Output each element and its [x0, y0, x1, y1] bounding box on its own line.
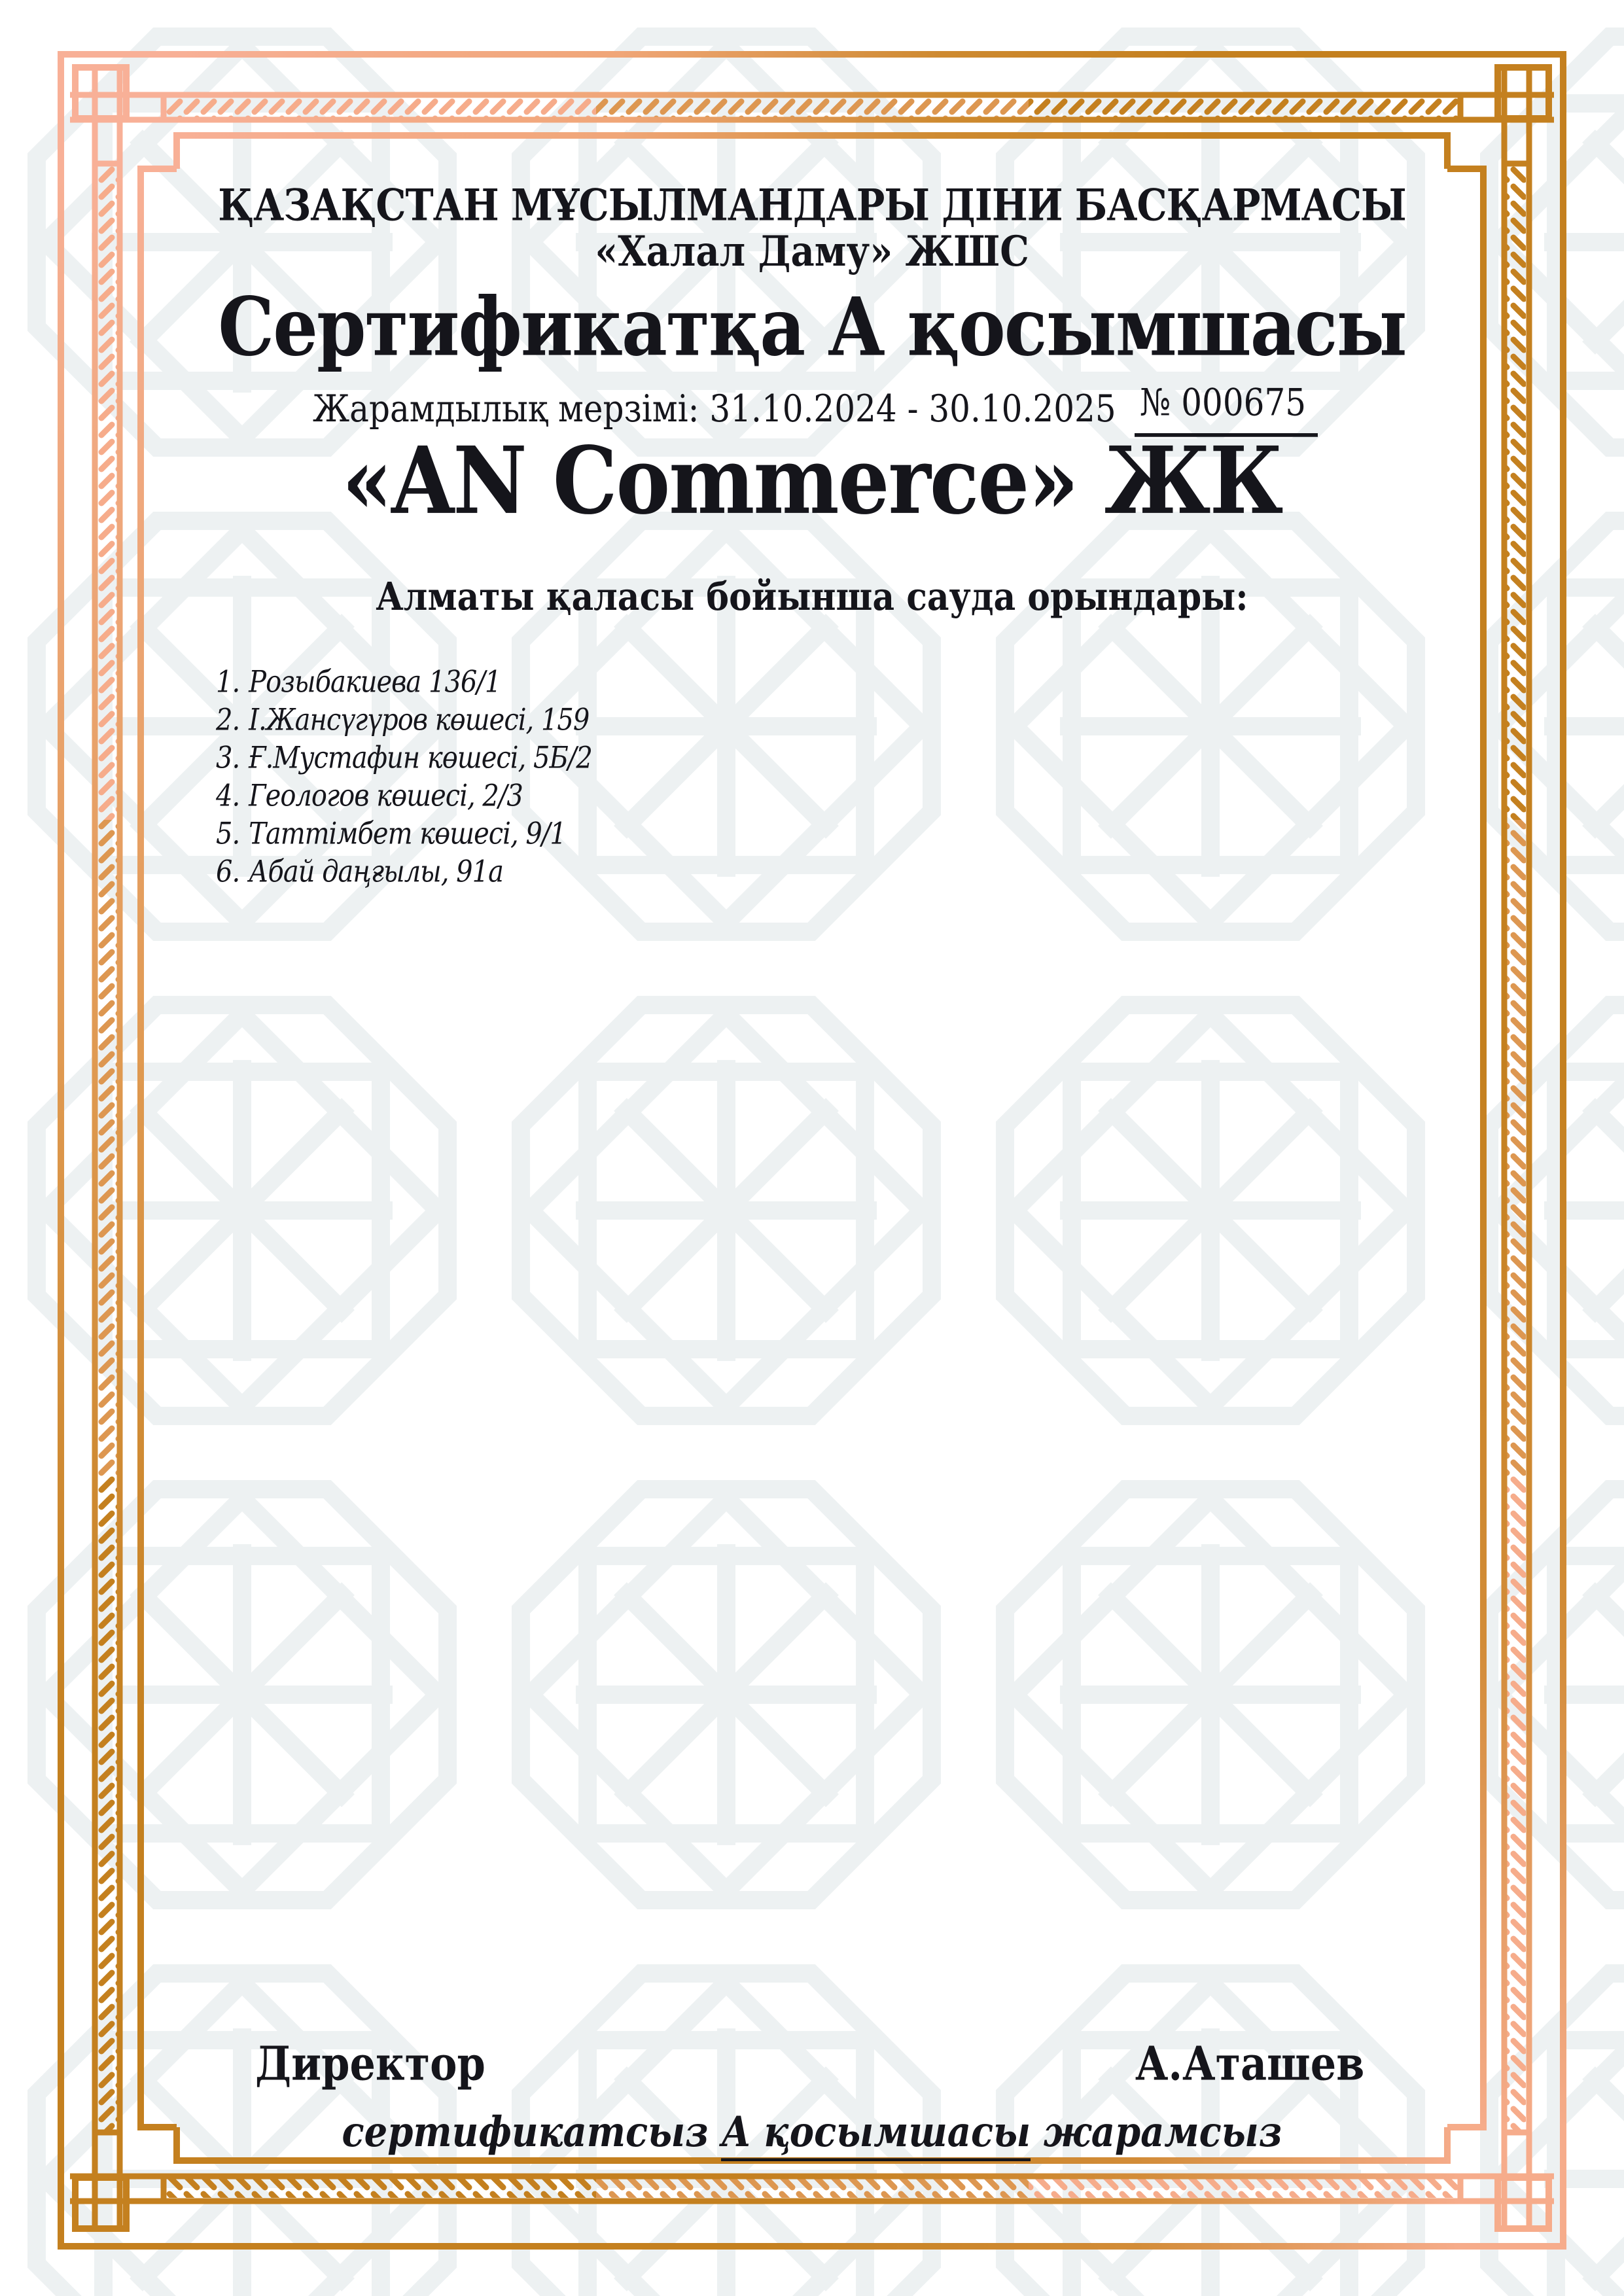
locations-heading — [0, 574, 1624, 620]
footer-suffix: жарамсыз — [1031, 2107, 1282, 2157]
item-text: Розыбакиева 136/1 — [249, 665, 501, 699]
list-item — [216, 853, 592, 891]
signature-role — [255, 2036, 485, 2091]
list-item — [216, 815, 592, 853]
holder-name-text: «AN Commerce» ЖК — [342, 427, 1282, 536]
signature-role-text: Директор — [255, 2036, 485, 2091]
locations-heading-text: Алматы қаласы бойынша сауда орындары: — [376, 574, 1248, 620]
item-text: Геологов көшесі, 2/3 — [249, 779, 523, 813]
company-name — [0, 226, 1624, 277]
holder-name — [0, 427, 1624, 536]
organization-name — [0, 179, 1624, 231]
signature-name-text: А.Аташев — [1135, 2036, 1365, 2091]
list-item — [216, 777, 592, 815]
item-text: Абай даңғылы, 91а — [249, 855, 503, 889]
list-item — [216, 663, 592, 701]
company-name-text: «Халал Даму» ЖШС — [595, 226, 1029, 277]
item-number: 2. — [216, 703, 240, 737]
item-number: 6. — [216, 855, 240, 889]
signature-name — [1135, 2036, 1365, 2091]
validity-period-text: Жарамдылық мерзімі: 31.10.2024 - 30.10.2025 — [313, 387, 1116, 431]
footer-prefix: сертификатсыз — [342, 2107, 722, 2157]
locations-list — [216, 663, 592, 891]
item-text: Ғ.Мустафин көшесі, 5Б/2 — [249, 741, 592, 775]
page-title — [0, 280, 1624, 374]
validity-period — [313, 387, 1116, 431]
footer-note — [0, 2107, 1624, 2157]
item-number: 3. — [216, 741, 240, 775]
item-text: Таттімбет көшесі, 9/1 — [249, 817, 566, 851]
item-number: 1. — [216, 665, 240, 699]
page-title-text: Сертификатқа А қосымшасы — [218, 280, 1406, 374]
item-number: 5. — [216, 817, 240, 851]
list-item — [216, 739, 592, 777]
certificate-number — [1135, 381, 1318, 434]
organization-name-text: ҚАЗАҚСТАН МҰСЫЛМАНДАРЫ ДІНИ БАСҚАРМАСЫ — [218, 179, 1406, 231]
item-text: І.Жансүгүров көшесі, 159 — [249, 703, 590, 737]
item-number: 4. — [216, 779, 240, 813]
footer-underlined-text: А қосымшасы — [721, 2108, 1031, 2161]
list-item — [216, 701, 592, 739]
certificate-number-text: № 000675 — [1135, 381, 1318, 437]
